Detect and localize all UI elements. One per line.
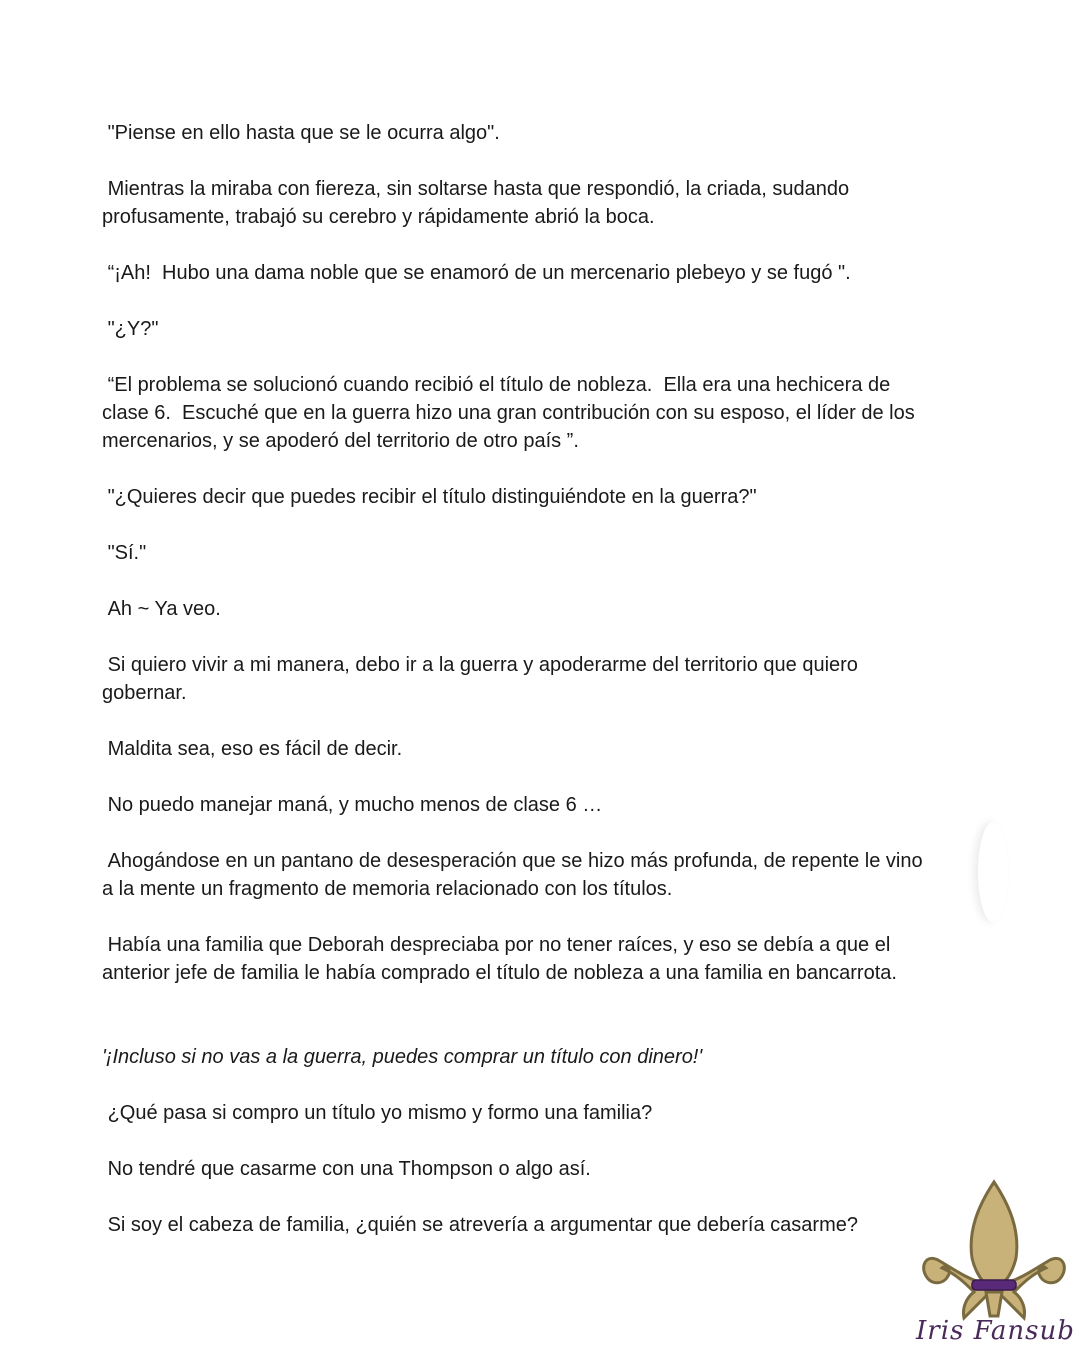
paragraph: Maldita sea, eso es fácil de decir. [102, 738, 403, 760]
paragraph: “¡Ah! Hubo una dama noble que se enamoró de un mercenario plebeyo y se fugó ". [102, 262, 851, 284]
paragraph: No tendré que casarme con una Thompson o algo así. [102, 1158, 591, 1180]
paragraph: Si quiero vivir a mi manera, debo ir a la guerra y apoderarme del territorio que quiero gobernar. [102, 654, 864, 704]
paragraph: "¿Y?" [102, 318, 159, 340]
paragraph: ¿Qué pasa si compro un título yo mismo y formo una familia? [102, 1102, 653, 1124]
fleur-de-lis-icon [916, 1176, 1072, 1326]
paragraph: "Sí." [102, 542, 147, 564]
paragraph: Ah ~ Ya veo. [102, 598, 221, 620]
paragraph: "¿Quieres decir que puedes recibir el título distinguiéndote en la guerra?" [102, 486, 757, 508]
paragraph: Si soy el cabeza de familia, ¿quién se atrevería a argumentar que debería casarme? [102, 1214, 858, 1236]
page-edge-shadow [978, 822, 1008, 922]
paragraph: Mientras la miraba con fiereza, sin soltarse hasta que respondió, la criada, sudando profusamente, trabajó su cerebro y rápidamente abrió la boca. [102, 178, 855, 228]
paragraph: Ahogándose en un pantano de desesperación que se hizo más profunda, de repente le vino a la mente un fragmento de memoria relacionado con los títulos. [102, 850, 929, 900]
paragraph: No puedo manejar maná, y mucho menos de clase 6 … [102, 794, 603, 816]
paragraph-italic-thought: '¡Incluso si no vas a la guerra, puedes comprar un título con dinero!' [102, 1046, 703, 1068]
paragraph: Había una familia que Deborah despreciaba por no tener raíces, y eso se debía a que el anterior jefe de familia le había comprado el título de nobleza a una familia en bancarrota. [102, 934, 897, 984]
watermark-label: Iris Fansub [916, 1316, 1075, 1346]
watermark [916, 1176, 1075, 1356]
paragraph: “El problema se solucionó cuando recibió el título de nobleza. Ella era una hechicera de clase 6. Escuché que en la guerra hizo una gran contribución con su esposo, el líder de los mercenarios, y se apoderó del territorio de otro país ”. [102, 374, 921, 452]
paragraph: "Piense en ello hasta que se le ocurra algo". [102, 122, 500, 144]
